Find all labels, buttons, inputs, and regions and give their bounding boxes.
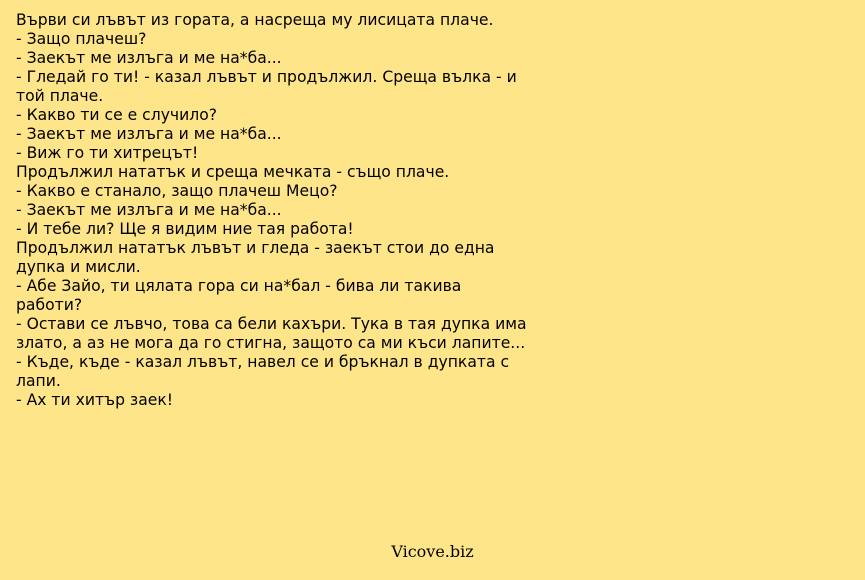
joke-line: - Остави се лъвчо, това са бели кахъри. Тука в тая дупка има — [16, 315, 527, 333]
joke-line: - Заекът ме излъга и ме на*ба... — [16, 201, 282, 219]
joke-line: - Къде, къде - казал лъвът, навел се и бръкнал в дупката с — [16, 353, 510, 371]
joke-line: - Заекът ме излъга и ме на*ба... — [16, 125, 282, 143]
joke-line: - Заекът ме излъга и ме на*ба... — [16, 49, 282, 67]
joke-line: - Гледай го ти! - казал лъвът и продължил. Среща вълка - и — [16, 68, 517, 86]
joke-line: Върви си лъвът из гората, а насреща му лисицата плаче. — [16, 11, 494, 29]
joke-line: - Абе Зайо, ти цялата гора си на*бал - бива ли такива — [16, 277, 462, 295]
joke-line: - Какво ти се е случило? — [16, 106, 218, 124]
joke-line: дупка и мисли. — [16, 258, 141, 276]
joke-text — [16, 11, 586, 410]
joke-line: - И тебе ли? Ще я видим ние тая работа! — [16, 220, 354, 238]
joke-line: - Какво е станало, защо плачеш Мецо? — [16, 182, 338, 200]
joke-line: - Виж го ти хитрецът! — [16, 144, 199, 162]
joke-line: лапи. — [16, 372, 61, 390]
site-watermark: Vicove.biz — [391, 542, 474, 561]
joke-line: Продължил нататък и среща мечката - също плаче. — [16, 163, 450, 181]
joke-line: Продължил нататък лъвът и гледа - заекът стои до една — [16, 239, 495, 257]
joke-line: той плаче. — [16, 87, 104, 105]
joke-line: - Ах ти хитър заек! — [16, 391, 174, 409]
joke-line: - Защо плачеш? — [16, 30, 147, 48]
joke-line: работи? — [16, 296, 83, 314]
joke-line: злато, а аз не мога да го стигна, защото са ми къси лапите... — [16, 334, 526, 352]
